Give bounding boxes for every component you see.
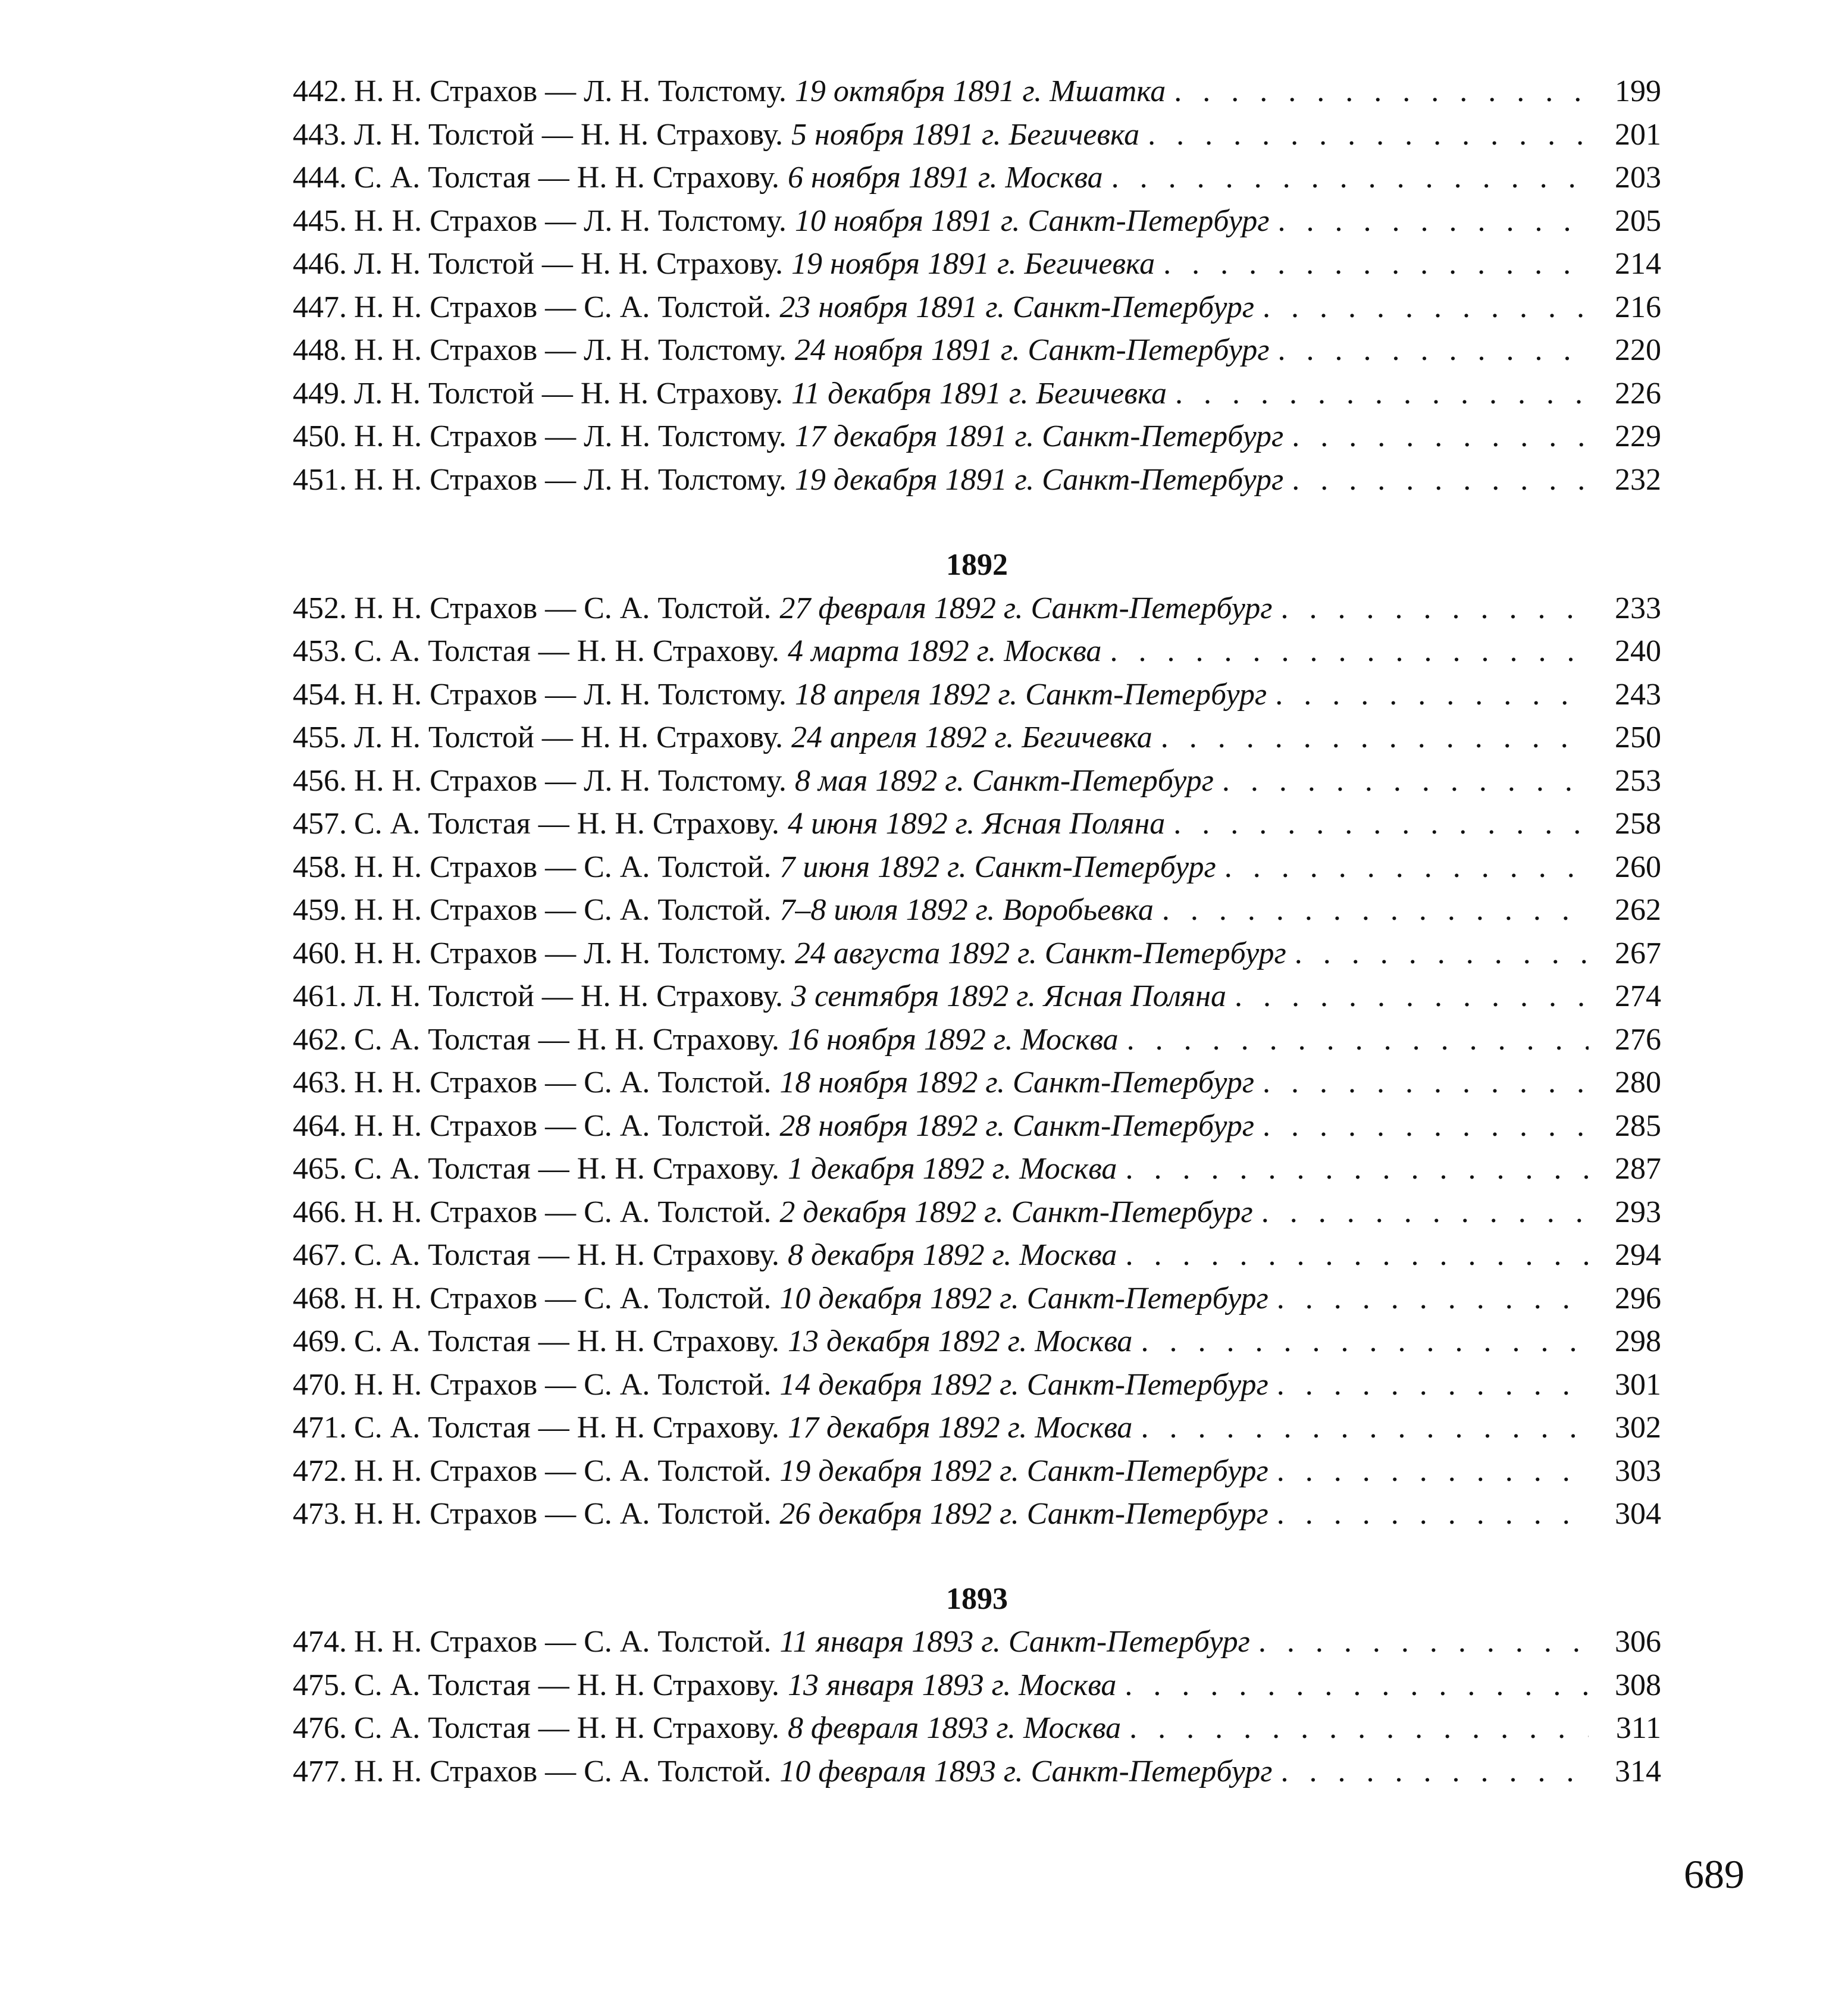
entry-number: 453. xyxy=(293,634,347,668)
entry-page: 203 xyxy=(1615,161,1661,195)
entry-date-place: 17 декабря 1892 г. Москва xyxy=(787,1411,1133,1445)
entry-page: 304 xyxy=(1615,1497,1661,1531)
dot-leader xyxy=(1275,674,1589,717)
entry-page: 226 xyxy=(1615,376,1661,411)
dot-leader xyxy=(1175,372,1589,416)
toc-entry xyxy=(293,1664,1661,1708)
dot-leader xyxy=(1277,1277,1589,1321)
dot-leader xyxy=(1292,459,1589,502)
entry-correspondents: Н. Н. Страхов — Л. Н. Толстому. xyxy=(354,419,787,453)
toc-entry xyxy=(293,716,1661,760)
entry-date-place: 24 ноября 1891 г. Санкт-Петербург xyxy=(794,333,1270,367)
entry-page: 287 xyxy=(1615,1152,1661,1186)
entry-date-place: 5 ноября 1891 г. Бегичевка xyxy=(791,117,1140,152)
entry-date-place: 19 декабря 1891 г. Санкт-Петербург xyxy=(794,462,1284,497)
entry-correspondents: Н. Н. Страхов — С. А. Толстой. xyxy=(354,1195,772,1229)
entry-page: 243 xyxy=(1615,677,1661,712)
toc-entry xyxy=(293,1191,1661,1235)
entry-page: 306 xyxy=(1615,1625,1661,1659)
table-of-contents xyxy=(293,70,1661,1793)
entry-correspondents: Н. Н. Страхов — С. А. Толстой. xyxy=(354,1066,772,1100)
entry-date-place: 8 мая 1892 г. Санкт-Петербург xyxy=(794,763,1214,798)
toc-entry xyxy=(293,1320,1661,1364)
dot-leader xyxy=(1129,1707,1589,1750)
entry-page: 199 xyxy=(1615,74,1661,108)
dot-leader xyxy=(1278,329,1589,372)
entry-date-place: 28 ноября 1892 г. Санкт-Петербург xyxy=(779,1108,1255,1143)
entry-correspondents: Н. Н. Страхов — С. А. Толстой. xyxy=(354,893,772,927)
entry-number: 475. xyxy=(293,1668,347,1702)
entry-number: 466. xyxy=(293,1195,347,1229)
toc-entry xyxy=(293,889,1661,932)
entry-correspondents: С. А. Толстая — Н. Н. Страхову. xyxy=(354,1238,779,1272)
dot-leader xyxy=(1125,1234,1589,1277)
toc-entry xyxy=(293,1407,1661,1450)
entry-correspondents: С. А. Толстая — Н. Н. Страхову. xyxy=(354,634,779,668)
entry-number: 473. xyxy=(293,1497,347,1531)
entry-date-place: 19 ноября 1891 г. Бегичевка xyxy=(791,247,1155,281)
entry-correspondents: Л. Н. Толстой — Н. Н. Страхову. xyxy=(354,721,784,754)
entry-date-place: 7–8 июля 1892 г. Воробьевка xyxy=(779,893,1154,927)
entry-page: 308 xyxy=(1615,1668,1661,1702)
toc-entry xyxy=(293,1707,1661,1750)
entry-number: 449. xyxy=(293,376,347,411)
entry-page: 296 xyxy=(1615,1281,1661,1315)
entry-correspondents: Н. Н. Страхов — С. А. Толстой. xyxy=(354,1367,772,1402)
entry-page: 303 xyxy=(1615,1454,1661,1488)
toc-entry xyxy=(293,674,1661,717)
entry-number: 463. xyxy=(293,1066,347,1100)
entry-date-place: 13 декабря 1892 г. Москва xyxy=(787,1324,1133,1358)
entry-page: 214 xyxy=(1615,247,1661,281)
entry-page: 311 xyxy=(1615,1711,1661,1745)
dot-leader xyxy=(1148,114,1589,157)
toc-entry xyxy=(293,1450,1661,1493)
entry-correspondents: Н. Н. Страхов — Л. Н. Толстому. xyxy=(354,677,787,712)
toc-entry xyxy=(293,1364,1661,1407)
entry-date-place: 27 февраля 1892 г. Санкт-Петербург xyxy=(779,591,1273,625)
entry-number: 450. xyxy=(293,419,347,453)
year-heading: 1892 xyxy=(946,548,1008,582)
entry-date-place: 2 декабря 1892 г. Санкт-Петербург xyxy=(779,1195,1253,1229)
entry-number: 469. xyxy=(293,1324,347,1358)
entry-number: 461. xyxy=(293,979,347,1013)
entry-date-place: 11 января 1893 г. Санкт-Петербург xyxy=(779,1625,1250,1659)
entry-date-place: 26 декабря 1892 г. Санкт-Петербург xyxy=(779,1497,1268,1531)
entry-correspondents: Н. Н. Страхов — Л. Н. Толстому. xyxy=(354,203,787,238)
entry-number: 447. xyxy=(293,290,347,324)
entry-correspondents: Л. Н. Толстой — Н. Н. Страхову. xyxy=(354,247,784,281)
dot-leader xyxy=(1162,889,1589,932)
entry-page: 253 xyxy=(1615,763,1661,798)
entry-number: 477. xyxy=(293,1754,347,1788)
toc-entry xyxy=(293,243,1661,286)
toc-entry xyxy=(293,286,1661,330)
entry-date-place: 23 ноября 1891 г. Санкт-Петербург xyxy=(779,290,1255,324)
entry-page: 262 xyxy=(1615,893,1661,927)
entry-date-place: 13 января 1893 г. Москва xyxy=(787,1668,1117,1702)
page-number: 689 xyxy=(1684,1852,1744,1897)
entry-date-place: 18 ноября 1892 г. Санкт-Петербург xyxy=(779,1066,1255,1100)
entry-page: 302 xyxy=(1615,1411,1661,1445)
entry-correspondents: С. А. Толстая — Н. Н. Страхову. xyxy=(354,1711,779,1745)
entry-correspondents: С. А. Толстая — Н. Н. Страхову. xyxy=(354,1324,779,1358)
entry-date-place: 14 декабря 1892 г. Санкт-Петербург xyxy=(779,1367,1268,1402)
entry-number: 456. xyxy=(293,763,347,798)
dot-leader xyxy=(1161,716,1589,760)
dot-leader xyxy=(1263,286,1589,330)
entry-date-place: 8 февраля 1893 г. Москва xyxy=(787,1711,1122,1745)
entry-page: 298 xyxy=(1615,1324,1661,1358)
entry-number: 460. xyxy=(293,936,347,970)
dot-leader xyxy=(1235,975,1589,1019)
entry-number: 443. xyxy=(293,117,347,152)
entry-correspondents: Н. Н. Страхов — Л. Н. Толстому. xyxy=(354,763,787,798)
entry-date-place: 19 октября 1891 г. Мшатка xyxy=(794,74,1166,108)
entry-correspondents: Н. Н. Страхов — С. А. Толстой. xyxy=(354,1454,772,1488)
toc-entry xyxy=(293,1621,1661,1664)
entry-correspondents: Н. Н. Страхов — С. А. Толстой. xyxy=(354,1108,772,1143)
entry-date-place: 4 июня 1892 г. Ясная Поляна xyxy=(787,807,1166,841)
dot-leader xyxy=(1110,630,1589,674)
dot-leader xyxy=(1277,1450,1589,1493)
dot-leader xyxy=(1141,1320,1589,1364)
toc-entry xyxy=(293,630,1661,674)
dot-leader xyxy=(1263,1105,1589,1148)
toc-entry xyxy=(293,1148,1661,1191)
entry-date-place: 10 декабря 1892 г. Санкт-Петербург xyxy=(779,1281,1268,1315)
entry-correspondents: Н. Н. Страхов — Л. Н. Толстому. xyxy=(354,462,787,497)
toc-section-1893 xyxy=(293,1578,1661,1794)
entry-page: 260 xyxy=(1615,850,1661,884)
entry-page: 258 xyxy=(1615,807,1661,841)
toc-entry xyxy=(293,803,1661,846)
entry-correspondents: Н. Н. Страхов — С. А. Толстой. xyxy=(354,1754,772,1788)
dot-leader xyxy=(1224,846,1589,889)
entry-page: 201 xyxy=(1615,117,1661,152)
dot-leader xyxy=(1222,760,1589,803)
toc-entry xyxy=(293,459,1661,502)
entry-number: 459. xyxy=(293,893,347,927)
dot-leader xyxy=(1277,1364,1589,1407)
entry-page: 280 xyxy=(1615,1066,1661,1100)
entry-correspondents: Н. Н. Страхов — Л. Н. Толстому. xyxy=(354,936,787,970)
dot-leader xyxy=(1111,156,1589,200)
dot-leader xyxy=(1141,1407,1589,1450)
entry-page: 294 xyxy=(1615,1238,1661,1272)
entry-correspondents: Н. Н. Страхов — С. А. Толстой. xyxy=(354,1625,772,1659)
section-spacer xyxy=(293,502,1661,544)
entry-page: 285 xyxy=(1615,1108,1661,1143)
entry-number: 465. xyxy=(293,1152,347,1186)
entry-correspondents: Л. Н. Толстой — Н. Н. Страхову. xyxy=(354,376,784,411)
entry-date-place: 16 ноября 1892 г. Москва xyxy=(787,1022,1119,1057)
toc-entry xyxy=(293,760,1661,803)
toc-entry xyxy=(293,1105,1661,1148)
entry-number: 476. xyxy=(293,1711,347,1745)
entry-number: 467. xyxy=(293,1238,347,1272)
dot-leader xyxy=(1173,803,1589,846)
entry-correspondents: С. А. Толстая — Н. Н. Страхову. xyxy=(354,1668,779,1702)
dot-leader xyxy=(1292,415,1589,459)
entry-correspondents: С. А. Толстая — Н. Н. Страхову. xyxy=(354,1152,779,1186)
entry-number: 472. xyxy=(293,1454,347,1488)
toc-entry xyxy=(293,975,1661,1019)
entry-correspondents: Н. Н. Страхов — Л. Н. Толстому. xyxy=(354,74,787,108)
entry-correspondents: Н. Н. Страхов — С. А. Толстой. xyxy=(354,850,772,884)
entry-page: 229 xyxy=(1615,419,1661,453)
dot-leader xyxy=(1125,1664,1589,1708)
entry-correspondents: Н. Н. Страхов — С. А. Толстой. xyxy=(354,290,772,324)
entry-number: 470. xyxy=(293,1367,347,1402)
entry-correspondents: Н. Н. Страхов — С. А. Толстой. xyxy=(354,591,772,625)
entry-correspondents: С. А. Толстая — Н. Н. Страхову. xyxy=(354,1411,779,1445)
toc-entry xyxy=(293,587,1661,631)
entry-page: 267 xyxy=(1615,936,1661,970)
entry-number: 442. xyxy=(293,74,347,108)
entry-date-place: 10 ноября 1891 г. Санкт-Петербург xyxy=(794,203,1270,238)
toc-entry xyxy=(293,156,1661,200)
entry-correspondents: С. А. Толстая — Н. Н. Страхову. xyxy=(354,161,779,195)
entry-date-place: 4 марта 1892 г. Москва xyxy=(787,634,1102,668)
entry-date-place: 24 августа 1892 г. Санкт-Петербург xyxy=(794,936,1286,970)
entry-number: 462. xyxy=(293,1022,347,1057)
entry-page: 301 xyxy=(1615,1367,1661,1402)
entry-correspondents: С. А. Толстая — Н. Н. Страхову. xyxy=(354,807,779,841)
entry-page: 276 xyxy=(1615,1022,1661,1057)
entry-page: 293 xyxy=(1615,1195,1661,1229)
toc-entry xyxy=(293,372,1661,416)
entry-number: 474. xyxy=(293,1625,347,1659)
entry-page: 220 xyxy=(1615,333,1661,367)
entry-correspondents: Н. Н. Страхов — С. А. Толстой. xyxy=(354,1497,772,1531)
entry-date-place: 6 ноября 1891 г. Москва xyxy=(787,161,1103,195)
dot-leader xyxy=(1278,200,1589,243)
entry-number: 464. xyxy=(293,1108,347,1143)
entry-correspondents: Л. Н. Толстой — Н. Н. Страхову. xyxy=(354,117,784,152)
entry-number: 452. xyxy=(293,591,347,625)
entry-correspondents: С. А. Толстая — Н. Н. Страхову. xyxy=(354,1022,779,1057)
entry-date-place: 7 июня 1892 г. Санкт-Петербург xyxy=(779,850,1216,884)
entry-number: 454. xyxy=(293,677,347,712)
entry-number: 471. xyxy=(293,1411,347,1445)
dot-leader xyxy=(1281,587,1589,631)
entry-number: 448. xyxy=(293,333,347,367)
year-heading: 1893 xyxy=(946,1581,1008,1616)
entry-page: 250 xyxy=(1615,721,1661,754)
entry-page: 314 xyxy=(1615,1754,1661,1788)
toc-section-1892 xyxy=(293,544,1661,1536)
entry-date-place: 24 апреля 1892 г. Бегичевка xyxy=(791,721,1152,754)
entry-page: 232 xyxy=(1615,462,1661,497)
entry-page: 274 xyxy=(1615,979,1661,1013)
entry-date-place: 10 февраля 1893 г. Санкт-Петербург xyxy=(779,1754,1273,1788)
entry-date-place: 18 апреля 1892 г. Санкт-Петербург xyxy=(794,677,1267,712)
dot-leader xyxy=(1261,1191,1589,1235)
entry-number: 444. xyxy=(293,161,347,195)
dot-leader xyxy=(1281,1750,1589,1794)
entry-correspondents: Н. Н. Страхов — С. А. Толстой. xyxy=(354,1281,772,1315)
dot-leader xyxy=(1174,70,1589,114)
dot-leader xyxy=(1163,243,1589,286)
toc-entry xyxy=(293,114,1661,157)
entry-number: 468. xyxy=(293,1281,347,1315)
entry-number: 451. xyxy=(293,462,347,497)
entry-date-place: 11 декабря 1891 г. Бегичевка xyxy=(791,376,1167,411)
dot-leader xyxy=(1125,1148,1589,1191)
toc-entry xyxy=(293,846,1661,889)
toc-entry xyxy=(293,1234,1661,1277)
entry-page: 233 xyxy=(1615,591,1661,625)
entry-number: 455. xyxy=(293,721,347,754)
entry-number: 446. xyxy=(293,247,347,281)
section-spacer xyxy=(293,1536,1661,1578)
toc-entry xyxy=(293,932,1661,976)
dot-leader xyxy=(1127,1019,1589,1062)
toc-entry xyxy=(293,200,1661,243)
dot-leader xyxy=(1277,1493,1589,1536)
toc-section-1891 xyxy=(293,70,1661,502)
entry-date-place: 19 декабря 1892 г. Санкт-Петербург xyxy=(779,1454,1268,1488)
toc-entry xyxy=(293,329,1661,372)
dot-leader xyxy=(1263,1061,1589,1105)
entry-page: 240 xyxy=(1615,634,1661,668)
toc-entry xyxy=(293,1493,1661,1536)
entry-number: 458. xyxy=(293,850,347,884)
entry-page: 216 xyxy=(1615,290,1661,324)
toc-entry xyxy=(293,1061,1661,1105)
toc-entry xyxy=(293,1019,1661,1062)
entry-number: 457. xyxy=(293,807,347,841)
entry-number: 445. xyxy=(293,203,347,238)
dot-leader xyxy=(1295,932,1589,976)
entry-page: 205 xyxy=(1615,203,1661,238)
toc-entry xyxy=(293,415,1661,459)
entry-date-place: 8 декабря 1892 г. Москва xyxy=(787,1238,1117,1272)
toc-entry xyxy=(293,70,1661,114)
entry-date-place: 3 сентября 1892 г. Ясная Поляна xyxy=(791,979,1227,1013)
entry-correspondents: Л. Н. Толстой — Н. Н. Страхову. xyxy=(354,979,784,1013)
toc-entry xyxy=(293,1277,1661,1321)
entry-date-place: 1 декабря 1892 г. Москва xyxy=(787,1152,1117,1186)
entry-date-place: 17 декабря 1891 г. Санкт-Петербург xyxy=(794,419,1284,453)
entry-correspondents: Н. Н. Страхов — Л. Н. Толстому. xyxy=(354,333,787,367)
dot-leader xyxy=(1258,1621,1589,1664)
toc-entry xyxy=(293,1750,1661,1794)
